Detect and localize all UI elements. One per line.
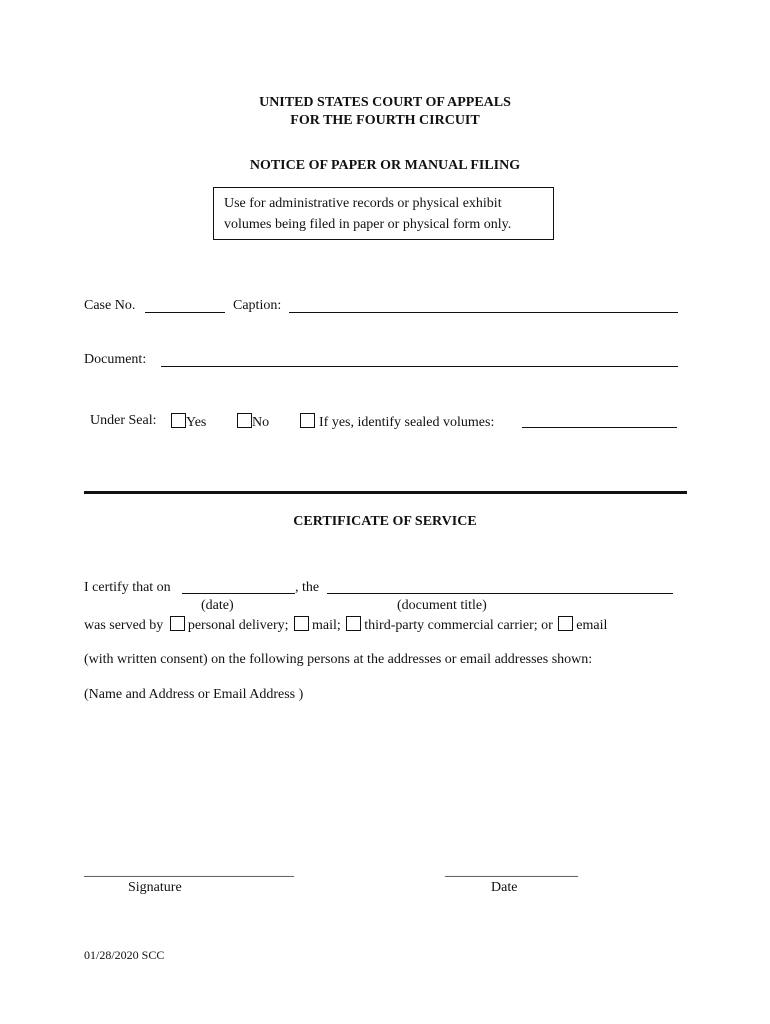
served-by-label: was served by: [84, 618, 164, 633]
notice-box: [213, 187, 554, 240]
no-label: No: [252, 415, 270, 430]
caption-label: Caption:: [233, 298, 282, 313]
signature-label: Signature: [128, 880, 182, 895]
sealed-volumes-label: If yes, identify sealed volumes:: [319, 415, 495, 430]
under-seal-no[interactable]: [237, 413, 269, 431]
form-title: NOTICE OF PAPER OR MANUAL FILING: [249, 158, 521, 173]
yes-checkbox[interactable]: [171, 413, 186, 428]
certify-the: , the: [295, 580, 320, 595]
circuit-name: FOR THE FOURTH CIRCUIT: [290, 113, 480, 128]
served-by-row: [84, 616, 607, 634]
no-checkbox[interactable]: [237, 413, 252, 428]
name-address-label: (Name and Address or Email Address ): [84, 687, 304, 702]
personal-delivery-checkbox[interactable]: [170, 616, 185, 631]
document-title-field[interactable]: [327, 593, 673, 594]
signature-line[interactable]: ______________________________: [84, 864, 294, 879]
case-no-label: Case No.: [84, 298, 136, 313]
under-seal-yes[interactable]: [171, 413, 206, 431]
notice-line-2: volumes being filed in paper or physical form only.: [224, 217, 512, 232]
certificate-title: CERTIFICATE OF SERVICE: [293, 514, 477, 529]
sealed-volumes-field[interactable]: [522, 427, 677, 428]
date-caption: (date): [201, 598, 234, 613]
mail-label: mail;: [312, 618, 341, 633]
personal-delivery-label: personal delivery;: [187, 618, 289, 633]
section-divider: [84, 491, 687, 494]
court-name: UNITED STATES COURT OF APPEALS: [259, 95, 511, 110]
form-code: 01/28/2020 SCC: [84, 948, 165, 962]
sealed-volumes[interactable]: [300, 413, 494, 431]
email-label: email: [576, 618, 608, 633]
certify-prefix: I certify that on: [84, 580, 171, 595]
third-party-checkbox[interactable]: [346, 616, 361, 631]
mail-checkbox[interactable]: [294, 616, 309, 631]
document-title-caption: (document title): [397, 598, 487, 613]
consent-line: (with written consent) on the following persons at the addresses or email addresses shown:: [84, 652, 593, 667]
service-date-field[interactable]: [182, 593, 295, 594]
under-seal-label: Under Seal:: [90, 413, 157, 428]
caption-field[interactable]: [289, 312, 678, 313]
notice-line-1: Use for administrative records or physical exhibit: [224, 196, 502, 211]
sealed-volumes-checkbox[interactable]: [300, 413, 315, 428]
third-party-label: third-party commercial carrier; or: [364, 618, 553, 633]
email-checkbox[interactable]: [558, 616, 573, 631]
yes-label: Yes: [186, 415, 207, 430]
document-label: Document:: [84, 352, 147, 367]
document-field[interactable]: [161, 366, 678, 367]
date-label: Date: [491, 880, 518, 895]
date-line[interactable]: ___________________: [445, 864, 578, 879]
case-no-field[interactable]: [145, 312, 225, 313]
